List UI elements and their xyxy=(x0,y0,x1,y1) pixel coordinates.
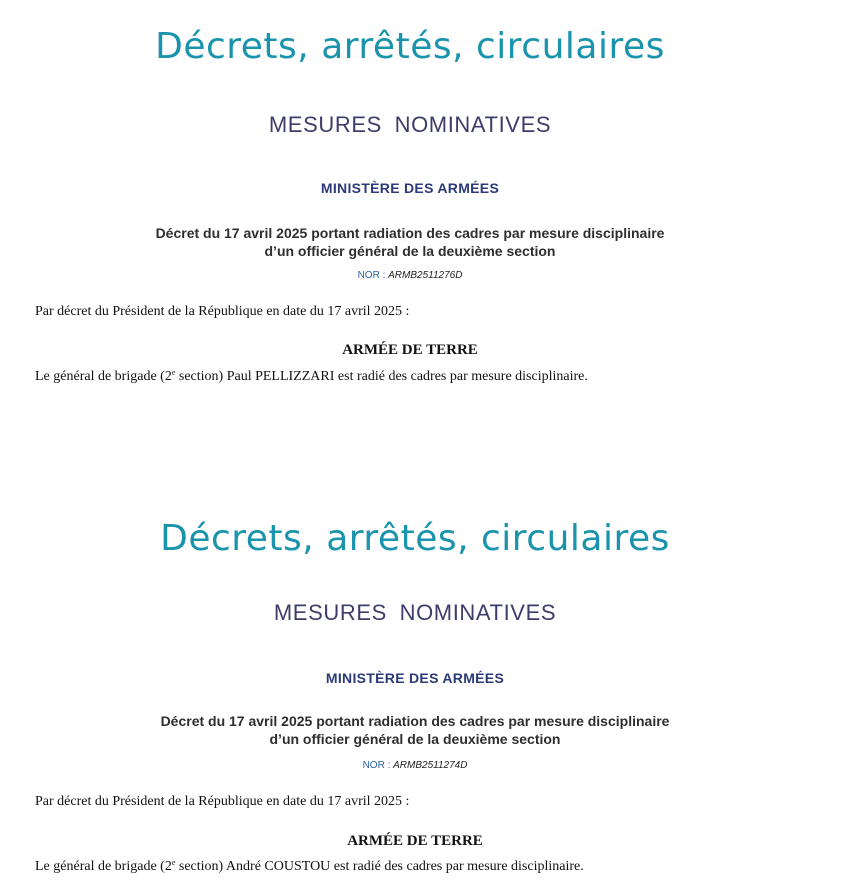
army-heading: ARMÉE DE TERRE xyxy=(342,342,478,358)
subsection-title: MESURES NOMINATIVES xyxy=(268,112,552,137)
decree-body-start: Le général de brigade (2 xyxy=(35,859,172,874)
subsection-title: MESURES NOMINATIVES xyxy=(273,600,557,625)
nor-reference xyxy=(0,760,830,771)
ordinal-suffix: e xyxy=(171,368,176,377)
nor-reference xyxy=(0,270,820,281)
decree-intro: Par décret du Président de la République en date du 17 avril 2025 : xyxy=(35,794,410,809)
decree-body xyxy=(35,368,588,385)
army-heading: ARMÉE DE TERRE xyxy=(347,833,483,849)
ministry-heading: MINISTÈRE DES ARMÉES xyxy=(325,670,505,686)
decree-title-line-1: Décret du 17 avril 2025 portant radiation des cadres par mesure disciplinaire xyxy=(155,225,665,241)
decree-title xyxy=(0,224,820,260)
decree-title-line-1: Décret du 17 avril 2025 portant radiation des cadres par mesure disciplinaire xyxy=(160,713,670,729)
nor-label: NOR : xyxy=(357,270,386,281)
decree-intro: Par décret du Président de la République en date du 17 avril 2025 : xyxy=(35,304,410,319)
nor-code: ARMB2511276D xyxy=(388,270,463,281)
decree-body-start: Le général de brigade (2 xyxy=(35,369,172,384)
decree-title xyxy=(0,712,830,748)
decree-body-end: section) Paul PELLIZZARI est radié des cadres par mesure disciplinaire. xyxy=(175,369,588,384)
section-title: Décrets, arrêtés, circulaires xyxy=(160,518,670,559)
ministry-heading: MINISTÈRE DES ARMÉES xyxy=(320,180,500,196)
section-title: Décrets, arrêtés, circulaires xyxy=(155,26,665,67)
decree-title-line-2: d’un officier général de la deuxième section xyxy=(269,731,561,747)
decree-title-line-2: d’un officier général de la deuxième section xyxy=(264,243,556,259)
decree-body-end: section) André COUSTOU est radié des cadres par mesure disciplinaire. xyxy=(175,859,584,874)
nor-code: ARMB2511274D xyxy=(393,760,468,771)
decree-body xyxy=(35,858,584,875)
nor-label: NOR : xyxy=(362,760,391,771)
ordinal-suffix: e xyxy=(171,858,176,867)
